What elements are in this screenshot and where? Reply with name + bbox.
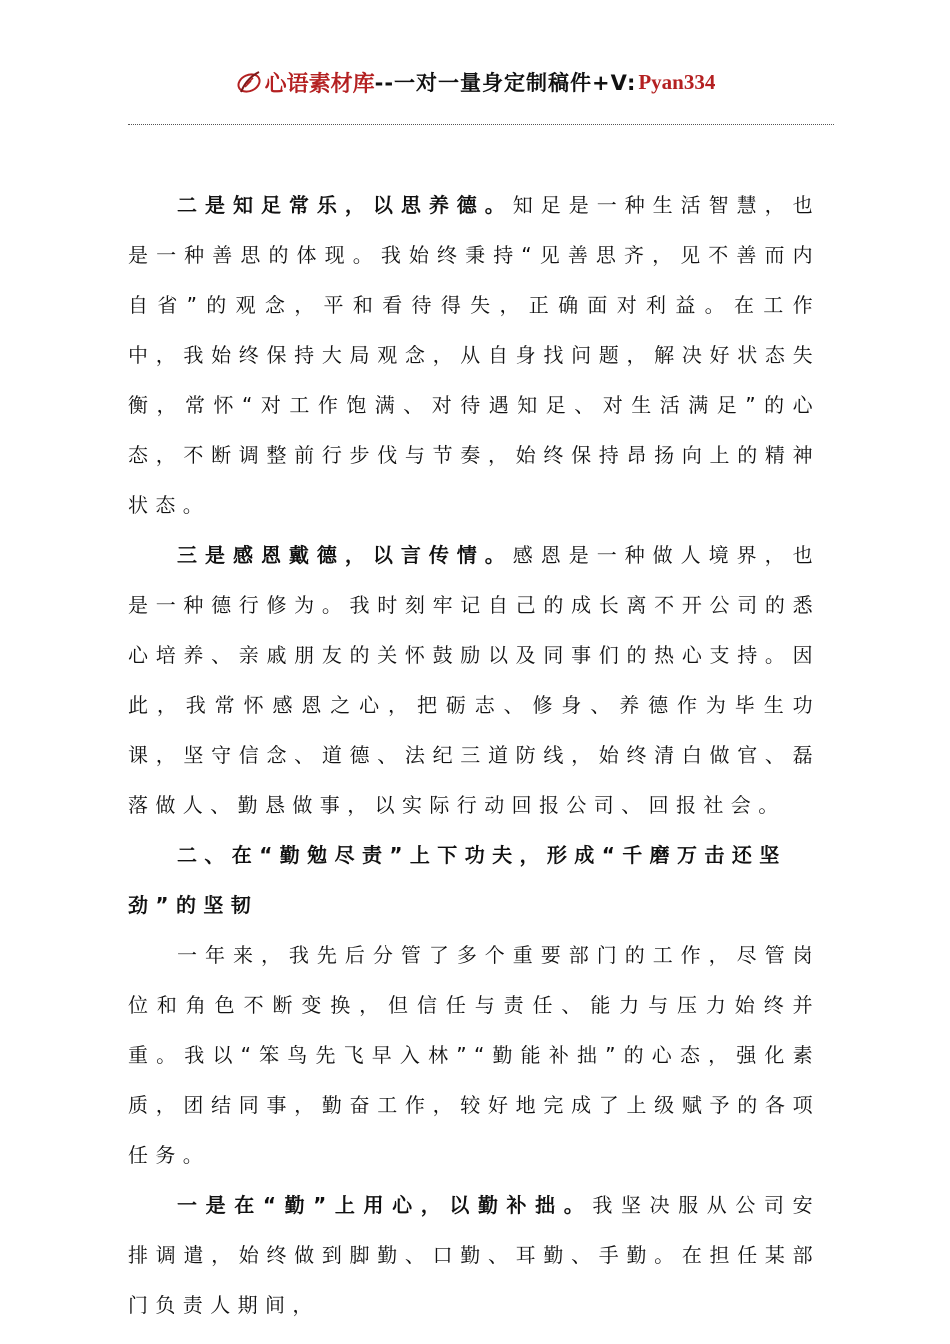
wechat-id: Pyan334 — [638, 69, 716, 94]
page-header — [0, 62, 950, 102]
paragraph-text: 一年来，我先后分管了多个重要部门的工作，尽管岗位和角色不断变换，但信任与责任、能力与压力始终并重。我以“笨鸟先飞早入林”“勤能补拙”的心态，强化素质，团结同事，勤奋工作，较好地完成了上级赋予的各项任务。 — [128, 943, 820, 1167]
brand-name: 心语素材库 — [264, 71, 375, 97]
paragraph-text: 我坚决服从公司安排调遣，始终做到脚勤、口勤、耳勤、手勤。在担任某部门负责人期间， — [128, 1193, 820, 1317]
header-slogan: --一对一量身定制稿件+V: — [374, 71, 637, 95]
paragraph-lead: 三是感恩戴德，以言传情。 — [177, 543, 513, 567]
paragraph — [128, 930, 820, 1180]
paragraph-text: 感恩是一种做人境界，也是一种德行修为。我时刻牢记自己的成长离不开公司的悉心培养、亲戚朋友的关怀鼓励以及同事们的热心支持。因此，我常怀感恩之心，把砺志、修身、养德作为毕生功课，坚守信念、道德、法纪三道防线，始终清白做官、磊落做人、勤恳做事，以实际行动回报公司、回报社会。 — [128, 543, 820, 817]
paragraph-lead: 二是知足常乐，以思养德。 — [177, 193, 513, 217]
section-heading: 二、在“勤勉尽责”上下功夫，形成“千磨万击还坚劲”的坚韧 — [128, 843, 787, 917]
paragraph-text: 知足是一种生活智慧，也是一种善思的体现。我始终秉持“见善思齐，见不善而内自省”的观念，平和看待得失，正确面对利益。在工作中，我始终保持大局观念，从自身找问题，解决好状态失衡，常怀“对工作饱满、对待遇知足、对生活满足”的心态，不断调整前行步伐与节奏，始终保持昂扬向上的精神状态。 — [128, 193, 820, 517]
paragraph — [128, 1180, 820, 1330]
paragraph — [128, 180, 820, 530]
document-body — [128, 180, 820, 1330]
paragraph — [128, 530, 820, 830]
feather-logo-icon — [235, 68, 263, 96]
header-divider — [128, 124, 834, 125]
paragraph-lead: 一是在“勤”上用心，以勤补拙。 — [177, 1193, 593, 1217]
